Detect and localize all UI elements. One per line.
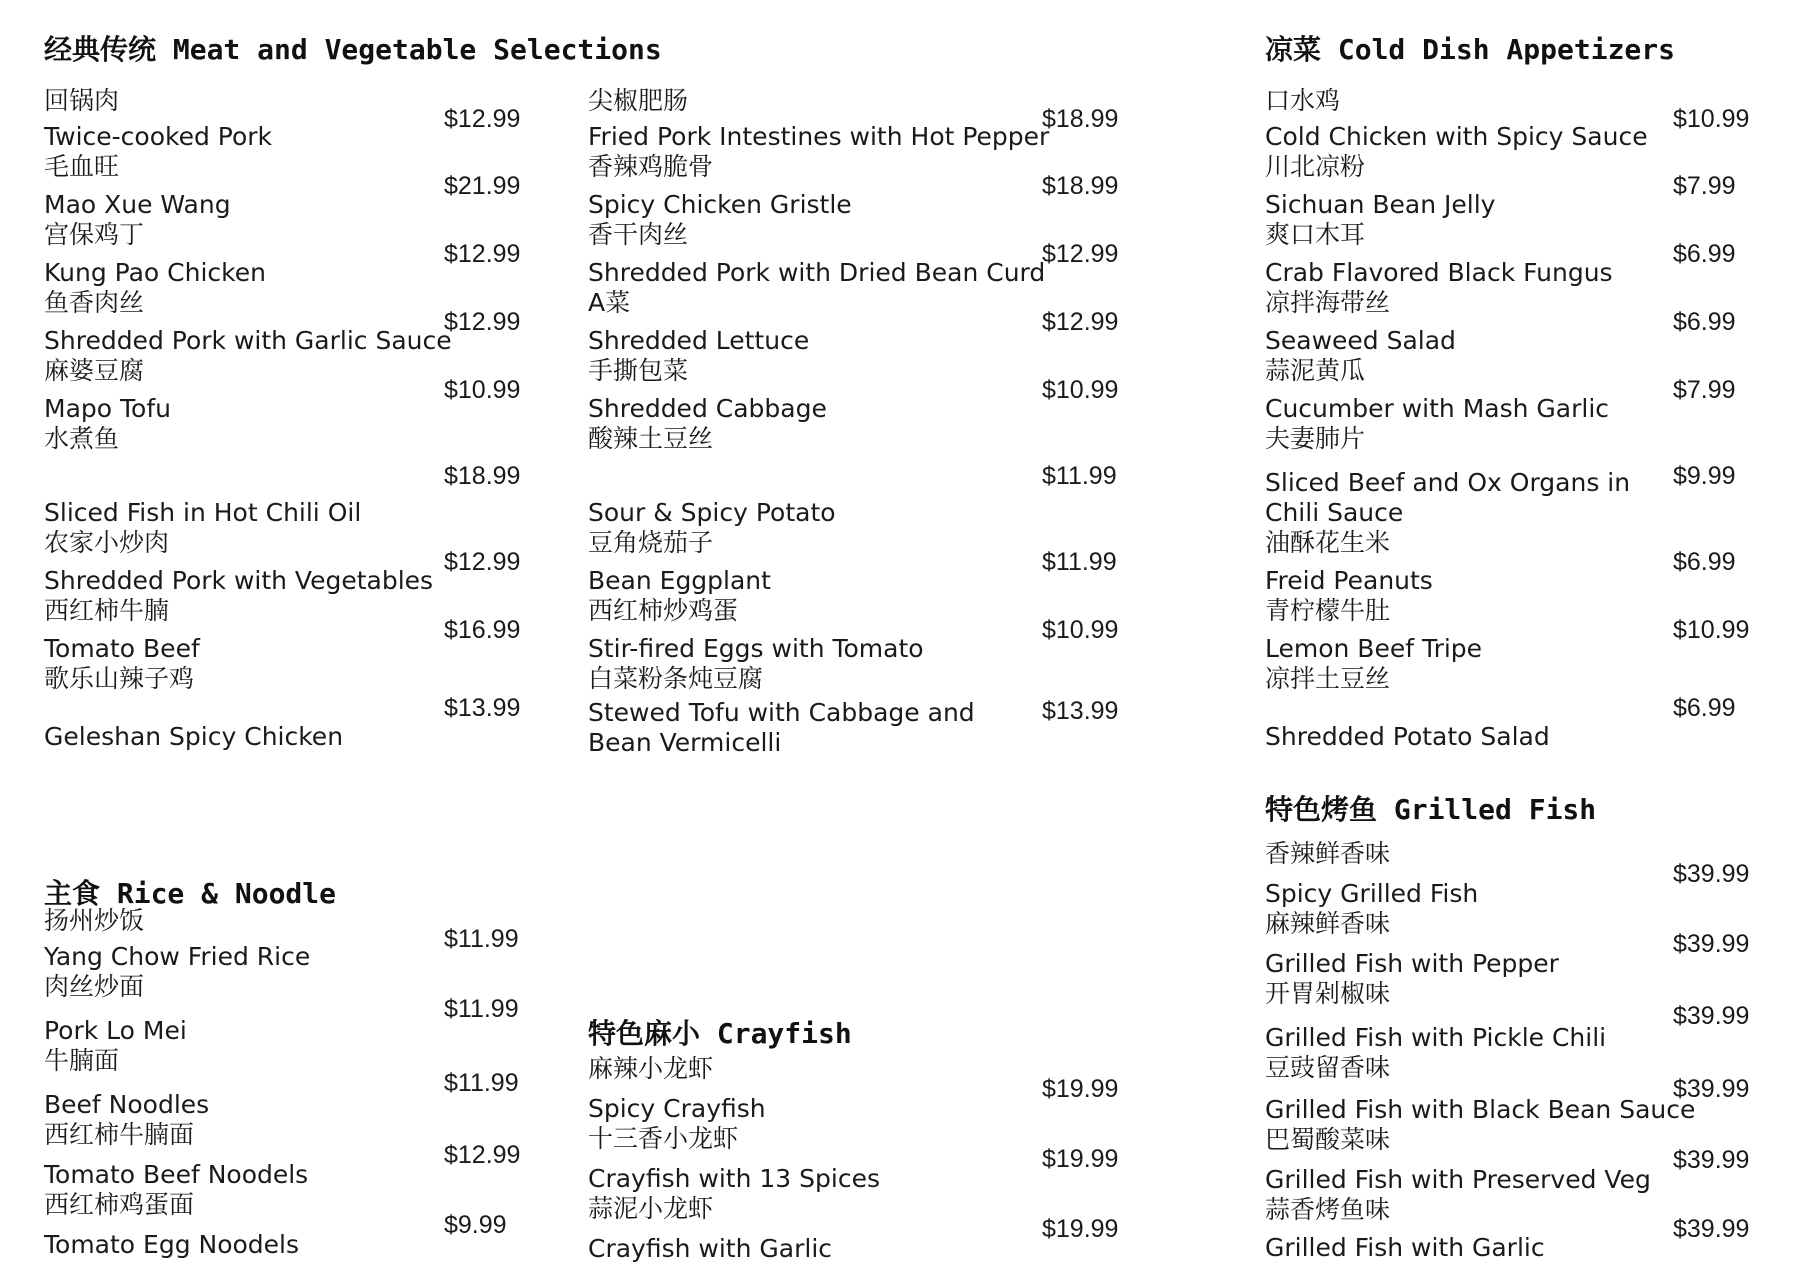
menu-item-names	[44, 528, 444, 596]
dish-price: $6.99	[1673, 239, 1736, 268]
dish-name-chinese: 爽口木耳	[1265, 220, 1366, 249]
menu-column-meat-middle	[588, 86, 1118, 758]
dish-name-chinese: 歌乐山辣子鸡	[44, 664, 195, 693]
menu-item	[588, 528, 1118, 596]
dish-price: $39.99	[1673, 1214, 1750, 1243]
dish-name-english: Tomato Beef	[44, 634, 200, 663]
menu-item	[44, 972, 520, 1046]
menu-item-names	[44, 664, 444, 752]
dish-name-chinese: 香干肉丝	[588, 220, 689, 249]
menu-item	[588, 152, 1118, 220]
dish-name-english: Kung Pao Chicken	[44, 258, 266, 287]
dish-name-chinese: 油酥花生米	[1265, 528, 1391, 557]
menu-item	[1265, 424, 1749, 528]
menu-item-names	[1265, 1195, 1673, 1263]
dish-name-chinese: 凉拌土豆丝	[1265, 664, 1391, 693]
dish-name-english: Sliced Beef and Ox Organs in Chili Sauce	[1265, 468, 1631, 527]
menu-item	[588, 356, 1118, 424]
menu-item	[44, 596, 520, 664]
menu-item-names	[44, 152, 444, 220]
dish-name-english: Grilled Fish with Preserved Veg	[1265, 1165, 1651, 1194]
dish-name-english: Bean Eggplant	[588, 566, 771, 595]
dish-name-chinese: 夫妻肺片	[1265, 424, 1366, 453]
menu-item-names	[44, 288, 452, 356]
menu-item-names	[1265, 664, 1673, 752]
dish-name-english: Pork Lo Mei	[44, 1016, 187, 1045]
dish-name-english: Spicy Chicken Gristle	[588, 190, 852, 219]
dish-name-english: Grilled Fish with Garlic	[1265, 1233, 1545, 1262]
dish-name-english: Spicy Crayfish	[588, 1094, 766, 1123]
menu-item	[44, 1120, 520, 1190]
dish-price: $39.99	[1673, 1145, 1750, 1174]
menu-item	[1265, 356, 1749, 424]
dish-price: $12.99	[444, 104, 521, 133]
dish-name-english: Shredded Cabbage	[588, 394, 827, 423]
dish-price: $9.99	[1673, 461, 1736, 490]
dish-name-english: Crayfish with 13 Spices	[588, 1164, 880, 1193]
dish-price: $13.99	[444, 693, 521, 722]
menu-item-names	[588, 152, 1042, 220]
dish-name-chinese: 扬州炒饭	[44, 906, 145, 935]
menu-item	[588, 86, 1118, 152]
menu-item-names	[588, 424, 1042, 528]
menu-item-names	[1265, 596, 1673, 664]
menu-item-names	[1265, 979, 1673, 1053]
dish-name-chinese: 香辣鸡脆骨	[588, 152, 714, 181]
dish-name-chinese: 回锅肉	[44, 86, 120, 115]
dish-name-english: Tomato Beef Noodels	[44, 1160, 309, 1189]
menu-item-names	[44, 1120, 444, 1190]
menu-item-names	[1265, 220, 1673, 288]
section-title-meat-vegetable: 经典传统 Meat and Vegetable Selections	[44, 33, 662, 66]
dish-name-english: Beef Noodles	[44, 1090, 210, 1119]
dish-name-english: Grilled Fish with Black Bean Sauce	[1265, 1095, 1696, 1124]
dish-name-english: Crab Flavored Black Fungus	[1265, 258, 1613, 287]
dish-name-english: Yang Chow Fried Rice	[44, 942, 311, 971]
dish-name-english: Cold Chicken with Spicy Sauce	[1265, 122, 1648, 151]
dish-price: $12.99	[444, 307, 521, 336]
section-title-crayfish: 特色麻小 Crayfish	[588, 1017, 852, 1050]
menu-column-rice-noodle	[44, 906, 520, 1260]
dish-price: $18.99	[444, 461, 521, 490]
menu-column-cold-dish	[1265, 86, 1749, 752]
menu-item	[588, 288, 1118, 356]
dish-name-chinese: 川北凉粉	[1265, 152, 1366, 181]
dish-price: $19.99	[1042, 1214, 1119, 1243]
dish-name-english: Freid Peanuts	[1265, 566, 1433, 595]
menu-item	[44, 220, 520, 288]
dish-price: $7.99	[1673, 375, 1736, 404]
dish-price: $12.99	[444, 1140, 521, 1169]
dish-price: $11.99	[444, 924, 519, 953]
dish-name-chinese: 肉丝炒面	[44, 972, 145, 1001]
dish-price: $39.99	[1673, 859, 1750, 888]
menu-item	[588, 1054, 1118, 1124]
menu-item-names	[1265, 1053, 1696, 1125]
dish-name-chinese: 香辣鲜香味	[1265, 839, 1391, 868]
dish-name-chinese: 巴蜀酸菜味	[1265, 1125, 1391, 1154]
dish-name-english: Sliced Fish in Hot Chili Oil	[44, 498, 362, 527]
dish-name-chinese: 白菜粉条炖豆腐	[588, 664, 764, 693]
menu-item-names	[1265, 152, 1673, 220]
dish-price: $9.99	[444, 1210, 507, 1239]
dish-name-chinese: 西红柿炒鸡蛋	[588, 596, 739, 625]
menu-item-names	[1265, 424, 1673, 528]
menu-item-names	[588, 1194, 1042, 1264]
dish-name-chinese: 凉拌海带丝	[1265, 288, 1391, 317]
menu-item-names	[1265, 288, 1673, 356]
menu-item	[44, 906, 520, 972]
dish-name-chinese: 豆豉留香味	[1265, 1053, 1391, 1082]
dish-name-chinese: 麻辣小龙虾	[588, 1054, 714, 1083]
menu-item	[1265, 220, 1749, 288]
dish-name-chinese: 西红柿牛腩面	[44, 1120, 195, 1149]
menu-item	[588, 1194, 1118, 1264]
dish-price: $10.99	[1673, 615, 1750, 644]
dish-price: $12.99	[444, 239, 521, 268]
dish-name-chinese: A菜	[588, 288, 631, 317]
menu-item-names	[44, 220, 444, 288]
dish-price: $10.99	[1673, 104, 1750, 133]
dish-name-chinese: 蒜泥黄瓜	[1265, 356, 1366, 385]
menu-column-meat-left	[44, 86, 520, 752]
menu-item-names	[44, 972, 444, 1046]
dish-price: $39.99	[1673, 1074, 1750, 1103]
menu-item	[1265, 1053, 1749, 1125]
dish-name-english: Shredded Pork with Garlic Sauce	[44, 326, 452, 355]
dish-name-english: Shredded Potato Salad	[1265, 722, 1550, 751]
dish-name-english: Sour & Spicy Potato	[588, 498, 836, 527]
dish-price: $11.99	[1042, 461, 1117, 490]
menu-item	[44, 424, 520, 528]
dish-name-chinese: 口水鸡	[1265, 86, 1341, 115]
dish-price: $19.99	[1042, 1074, 1119, 1103]
menu-item	[1265, 86, 1749, 152]
menu-item-names	[1265, 86, 1673, 152]
dish-name-english: Grilled Fish with Pickle Chili	[1265, 1023, 1607, 1052]
dish-name-english: Tomato Egg Noodels	[44, 1230, 300, 1259]
dish-price: $6.99	[1673, 693, 1736, 722]
menu-item	[588, 220, 1118, 288]
dish-name-chinese: 宫保鸡丁	[44, 220, 145, 249]
menu-item-names	[588, 356, 1042, 424]
menu-item-names	[44, 1046, 444, 1120]
dish-price: $16.99	[444, 615, 521, 644]
menu-item	[588, 664, 1118, 758]
dish-name-chinese: 农家小炒肉	[44, 528, 170, 557]
dish-price: $18.99	[1042, 104, 1119, 133]
menu-item	[44, 1046, 520, 1120]
dish-name-english: Shredded Pork with Vegetables	[44, 566, 434, 595]
dish-name-english: Seaweed Salad	[1265, 326, 1456, 355]
dish-name-chinese: 西红柿牛腩	[44, 596, 170, 625]
dish-price: $13.99	[1042, 696, 1119, 725]
dish-price: $21.99	[444, 171, 521, 200]
menu-item	[1265, 152, 1749, 220]
menu-item	[44, 528, 520, 596]
dish-name-english: Sichuan Bean Jelly	[1265, 190, 1496, 219]
menu-item-names	[1265, 356, 1673, 424]
dish-price: $18.99	[1042, 171, 1119, 200]
menu-item-names	[1265, 1125, 1673, 1195]
dish-price: $12.99	[1042, 239, 1119, 268]
menu-item-names	[588, 288, 1042, 356]
dish-name-chinese: 尖椒肥肠	[588, 86, 689, 115]
dish-name-english: Shredded Pork with Dried Bean Curd	[588, 258, 1046, 287]
menu-item-names	[1265, 528, 1673, 596]
menu-item-names	[44, 356, 444, 424]
section-title-rice-noodle: 主食 Rice & Noodle	[44, 877, 337, 910]
dish-name-chinese: 青柠檬牛肚	[1265, 596, 1391, 625]
dish-name-chinese: 手撕包菜	[588, 356, 689, 385]
dish-price: $12.99	[1042, 307, 1119, 336]
dish-name-english: Fried Pork Intestines with Hot Pepper	[588, 122, 1050, 151]
menu-item-names	[588, 86, 1050, 152]
menu-item-names	[588, 1054, 1042, 1124]
menu-item	[588, 596, 1118, 664]
dish-name-chinese: 毛血旺	[44, 152, 120, 181]
dish-name-chinese: 牛腩面	[44, 1046, 120, 1075]
dish-name-chinese: 鱼香肉丝	[44, 288, 145, 317]
dish-price: $6.99	[1673, 547, 1736, 576]
dish-name-english: Mao Xue Wang	[44, 190, 231, 219]
dish-name-english: Geleshan Spicy Chicken	[44, 722, 344, 751]
menu-column-crayfish	[588, 1054, 1118, 1264]
menu-item-names	[1265, 839, 1673, 909]
menu-item	[44, 152, 520, 220]
menu-item-names	[44, 424, 444, 528]
menu-item-names	[1265, 909, 1673, 979]
menu-item	[44, 86, 520, 152]
menu-item	[1265, 909, 1749, 979]
menu-item	[588, 424, 1118, 528]
menu-item-names	[44, 906, 444, 972]
menu-item	[1265, 1195, 1749, 1263]
menu-item-names	[44, 596, 444, 664]
menu-item	[1265, 664, 1749, 752]
menu-item-names	[588, 1124, 1042, 1194]
dish-price: $10.99	[444, 375, 521, 404]
dish-name-chinese: 豆角烧茄子	[588, 528, 714, 557]
menu-item	[44, 1190, 520, 1260]
dish-name-english: Lemon Beef Tripe	[1265, 634, 1483, 663]
section-title-cold-dish: 凉菜 Cold Dish Appetizers	[1265, 33, 1676, 66]
dish-price: $6.99	[1673, 307, 1736, 336]
menu-item	[44, 288, 520, 356]
dish-price: $19.99	[1042, 1144, 1119, 1173]
dish-name-english: Grilled Fish with Pepper	[1265, 949, 1559, 978]
dish-name-english: Shredded Lettuce	[588, 326, 810, 355]
dish-name-english: Cucumber with Mash Garlic	[1265, 394, 1610, 423]
menu-item-names	[44, 1190, 444, 1260]
section-title-grilled-fish: 特色烤鱼 Grilled Fish	[1265, 793, 1597, 826]
menu-item	[588, 1124, 1118, 1194]
dish-name-chinese: 十三香小龙虾	[588, 1124, 739, 1153]
dish-name-english: Twice-cooked Pork	[44, 122, 273, 151]
menu-item	[1265, 839, 1749, 909]
dish-name-chinese: 麻辣鲜香味	[1265, 909, 1391, 938]
menu-item	[1265, 979, 1749, 1053]
dish-price: $39.99	[1673, 1001, 1750, 1030]
dish-price: $39.99	[1673, 929, 1750, 958]
dish-name-chinese: 麻婆豆腐	[44, 356, 145, 385]
dish-price: $7.99	[1673, 171, 1736, 200]
dish-name-chinese: 蒜香烤鱼味	[1265, 1195, 1391, 1224]
dish-name-english: Spicy Grilled Fish	[1265, 879, 1479, 908]
menu-item-names	[588, 664, 1042, 758]
menu-item	[1265, 1125, 1749, 1195]
menu-item-names	[588, 220, 1046, 288]
dish-name-chinese: 开胃剁椒味	[1265, 979, 1391, 1008]
dish-name-chinese: 蒜泥小龙虾	[588, 1194, 714, 1223]
menu-item	[1265, 596, 1749, 664]
menu-item-names	[44, 86, 444, 152]
dish-name-english: Stir-fired Eggs with Tomato	[588, 634, 924, 663]
dish-name-english: Stewed Tofu with Cabbage and Bean Vermicelli	[588, 698, 975, 757]
dish-name-english: Mapo Tofu	[44, 394, 171, 423]
dish-name-chinese: 水煮鱼	[44, 424, 120, 453]
dish-price: $10.99	[1042, 375, 1119, 404]
dish-name-chinese: 西红柿鸡蛋面	[44, 1190, 195, 1219]
dish-name-english: Crayfish with Garlic	[588, 1234, 833, 1263]
dish-price: $11.99	[444, 994, 519, 1023]
dish-price: $10.99	[1042, 615, 1119, 644]
dish-price: $11.99	[1042, 547, 1117, 576]
dish-name-chinese: 酸辣土豆丝	[588, 424, 714, 453]
menu-item-names	[588, 596, 1042, 664]
menu-item	[1265, 528, 1749, 596]
dish-price: $12.99	[444, 547, 521, 576]
dish-price: $11.99	[444, 1068, 519, 1097]
menu-item	[44, 356, 520, 424]
menu-item	[1265, 288, 1749, 356]
menu-item-names	[588, 528, 1042, 596]
menu-column-grilled-fish	[1265, 839, 1749, 1263]
menu-item	[44, 664, 520, 752]
